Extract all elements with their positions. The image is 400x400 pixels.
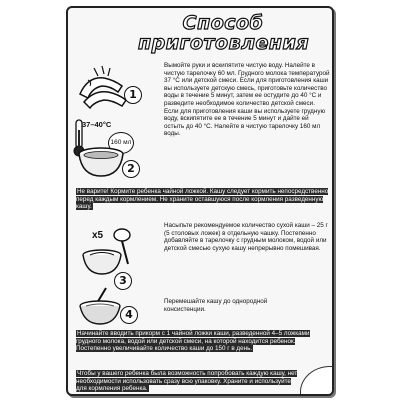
introduction-paragraph: Начинайте вводить прикорм с 1 чайной ложки каши, разведенной 4–5 ложками грудного молока, водой или детской смеси, на которой находится ребенок. Постепенно увеличивайте количество каши до 150 г в день. <box>76 330 310 353</box>
warning-paragraph: Не варите! Кормите ребенка чайной ложкой. Кашу следует кормить непосредственно перед каждым кормлением. Не храните оставшуюся после кормления разведенную кашу. <box>76 188 329 211</box>
step-1-2-paragraph: Вымойте руки и вскипятите чистую воду. Налейте в чистую тарелочку 60 мл. Грудного молока температурой 37 °С или детской смеси. Если для приготовления каши вы используете детскую смесь, приготовьте количество воды в течение 5 минут, затем ее остудите до 40 °С и разведите необходимое количество детской смеси. Если для приготовления каши вы используете грудную воду, вскипятите ее в течение 5 минут и дайте ей остыть до 40 °С. Налейте в чистую тарелочку 160 мл воды. <box>164 62 330 138</box>
title-line-1: Способ <box>182 12 264 34</box>
bowl-icon <box>76 146 126 180</box>
step-number-1: 1 <box>124 86 142 104</box>
introduction-text <box>76 330 330 368</box>
step-number-2: 2 <box>122 160 140 178</box>
page-title <box>138 14 308 53</box>
title-line-2: приготовления <box>138 32 310 54</box>
storage-paragraph: Чтобы у вашего ребенка была возможность попробовать каждую кашу, нет необходимости использовать сразу всю упаковку. Храните и используйте для кормления ребенка. <box>76 370 298 393</box>
storage-text <box>76 370 302 394</box>
step-3-paragraph: Насыпьте рекомендуемое количество сухой каши – 25 г (5 столовых ложек) в отдельную чашку. Постепенно добавляйте в тарелочку с грудным молоком, водой или детской смесью сухую кашу непрерывно помешивая. <box>164 222 328 252</box>
step-4-text <box>164 298 284 316</box>
temperature-label: 37–40°C <box>82 120 112 129</box>
step-3-text <box>164 222 330 278</box>
volume-badge: 160 мл <box>108 132 134 154</box>
page-curl <box>300 366 334 396</box>
step-number-4: 4 <box>120 306 138 324</box>
step-number-3: 3 <box>114 272 132 290</box>
instruction-card <box>66 6 334 396</box>
step-1-2-text <box>164 62 330 184</box>
multiplier-label: х5 <box>92 230 104 241</box>
step-4-paragraph: Перемешайте кашу до однородной консистенции. <box>164 298 268 313</box>
warning-text <box>76 188 330 212</box>
